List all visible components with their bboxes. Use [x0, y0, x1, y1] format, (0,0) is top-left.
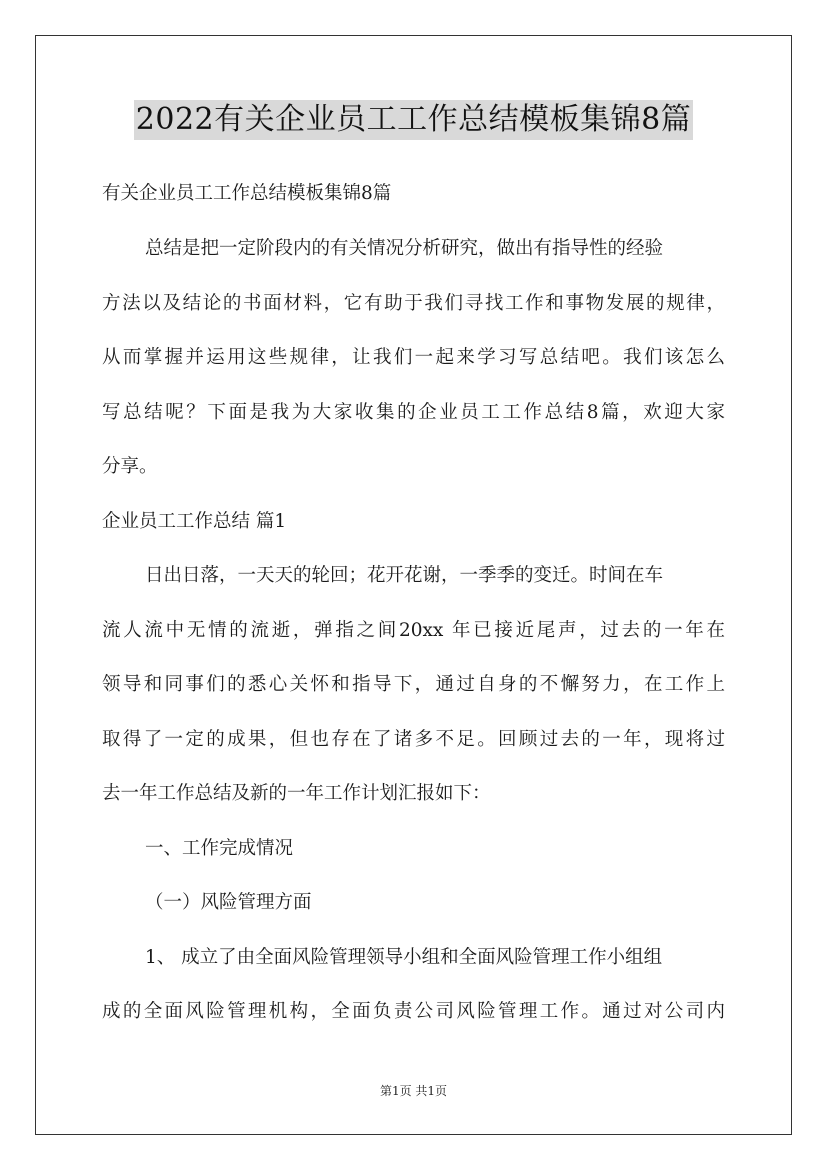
body-line-5: 去一年工作总结及新的一年工作计划汇报如下：: [102, 783, 491, 804]
title-container: [0, 100, 827, 140]
section-heading: 企业员工工作总结 篇1: [102, 511, 287, 532]
document-subtitle: 有关企业员工工作总结模板集锦8篇: [102, 183, 392, 204]
heading-risk-management: （一）风险管理方面: [145, 892, 312, 913]
item-line-1: 1、 成立了由全面风险管理领导小组和全面风险管理工作小组组: [145, 947, 663, 968]
body-line-1: 日出日落，一天天的轮回；花开花谢，一季季的变迁。时间在车: [145, 565, 664, 586]
heading-work-completion: 一、工作完成情况: [145, 838, 294, 859]
body-line-3: 领导和同事们的悉心关怀和指导下，通过自身的不懈努力，在工作上: [102, 674, 725, 695]
item-line-2: 成的全面风险管理机构，全面负责公司风险管理工作。通过对公司内: [102, 1001, 725, 1022]
body-line-4: 取得了一定的成果，但也存在了诸多不足。回顾过去的一年，现将过: [102, 729, 725, 750]
document-title: 2022有关企业员工工作总结模板集锦8篇: [134, 100, 693, 140]
intro-line-3: 从而掌握并运用这些规律，让我们一起来学习写总结吧。我们该怎么: [102, 347, 725, 368]
intro-line-2: 方法以及结论的书面材料，它有助于我们寻找工作和事物发展的规律，: [102, 293, 725, 314]
body-line-2: 流人流中无情的流逝，弹指之间20xx 年已接近尾声，过去的一年在: [102, 620, 725, 641]
page-footer: 第1页 共1页: [379, 1084, 448, 1098]
intro-line-5: 分享。: [102, 456, 158, 477]
intro-line-4: 写总结呢？下面是我为大家收集的企业员工工作总结8篇，欢迎大家: [102, 402, 725, 423]
intro-line-1: 总结是把一定阶段内的有关情况分析研究，做出有指导性的经验: [145, 238, 664, 259]
